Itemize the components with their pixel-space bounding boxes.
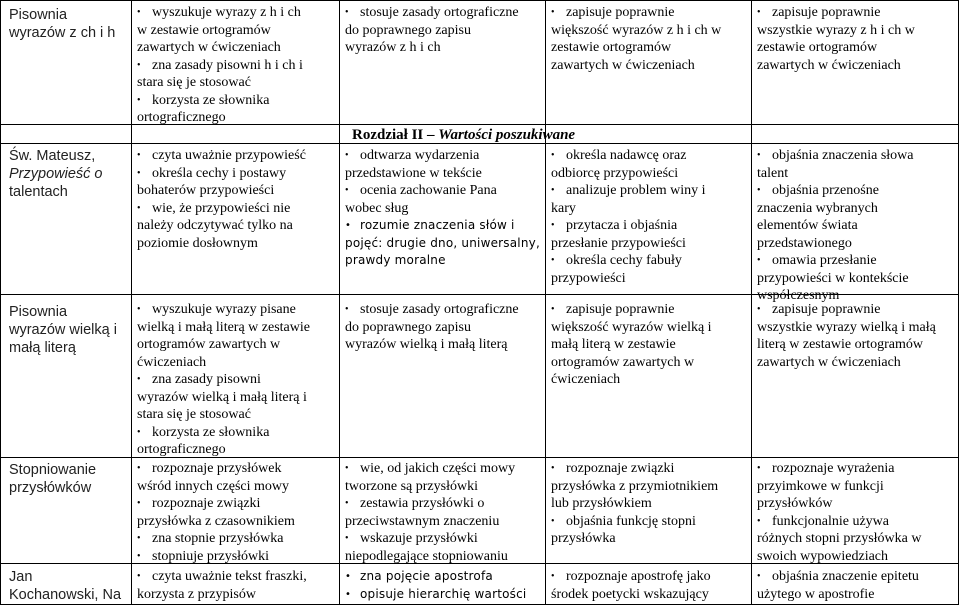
requirement-item	[137, 424, 337, 459]
requirement-list	[551, 568, 749, 603]
requirement-text-line: zawartych w ćwiczeniach	[757, 354, 901, 370]
requirement-text: wie, że przypowieści nie	[152, 200, 291, 216]
requirement-text-line: zawartych w ćwiczeniach	[757, 57, 901, 73]
requirement-text-line: przysłówka z przymiotnikiem	[551, 478, 719, 494]
requirement-item	[137, 4, 337, 57]
requirement-item	[345, 301, 543, 354]
bullet-icon: •	[757, 185, 761, 196]
requirement-item	[137, 57, 337, 92]
requirement-text-line: w zestawie ortogramów	[137, 22, 271, 38]
bullet-icon: •	[551, 571, 555, 582]
requirement-text: omawia przesłanie	[772, 253, 877, 268]
bullet-icon: •	[137, 202, 141, 214]
requirement-text-line: przedstawionego	[757, 235, 852, 251]
bullet-icon: •	[137, 426, 141, 438]
requirement-list	[137, 301, 337, 459]
requirement-cell	[757, 301, 955, 371]
bullet-icon: •	[137, 498, 141, 509]
requirement-cell	[345, 301, 543, 354]
requirement-text-line: większość wyrazów z h i ch w	[551, 22, 722, 38]
requirement-item	[345, 495, 543, 530]
requirement-text: przytacza i objaśnia	[566, 218, 678, 233]
requirement-text-line: wszystkie wyrazy z h i ch w	[757, 22, 915, 38]
bullet-icon: •	[137, 533, 141, 544]
requirement-text: zapisuje poprawnie	[772, 302, 881, 317]
requirement-cell	[345, 147, 543, 270]
requirement-text: rozumie znaczenia słów i	[360, 218, 515, 232]
bullet-icon: •	[551, 463, 555, 474]
requirement-text-line: zestawie ortogramów	[551, 40, 672, 55]
bullet-icon: •	[345, 588, 352, 600]
bullet-icon: •	[137, 571, 141, 582]
bullet-icon: •	[757, 150, 761, 161]
requirement-text-line: do poprawnego zapisu	[345, 319, 471, 335]
bullet-icon: •	[551, 515, 555, 527]
requirement-text-line: przypowieści	[551, 270, 626, 286]
requirement-list	[345, 4, 543, 57]
requirement-text-line: kary	[551, 200, 576, 216]
requirement-cell	[137, 568, 337, 603]
requirement-text-line: swoich wypowiedziach	[757, 548, 889, 564]
requirement-text: objaśnia funkcję stopni	[566, 513, 696, 529]
requirement-text-line: przyimkowe w funkcji	[757, 478, 884, 494]
bullet-icon: •	[345, 304, 349, 315]
requirement-text-line: ortogramów zawartych w	[551, 354, 695, 370]
requirement-text-line: bohaterów przypowieści	[137, 183, 275, 198]
requirement-list	[345, 568, 543, 603]
requirement-list	[551, 147, 749, 287]
requirement-text-line: ćwiczeniach	[137, 354, 207, 370]
requirement-item	[137, 495, 337, 530]
table-border-top	[0, 0, 959, 1]
requirement-text-line: pojęć: drugie dno, uniwersalny,	[345, 235, 540, 250]
requirement-list	[137, 147, 337, 252]
requirement-text: rozpoznaje apostrofę jako	[566, 569, 711, 584]
topic-cell	[9, 461, 129, 497]
bullet-icon: •	[137, 167, 141, 179]
requirement-text: zestawia przysłówki o	[360, 496, 485, 511]
requirement-cell	[757, 147, 955, 305]
requirement-list	[137, 4, 337, 127]
requirement-cell	[345, 4, 543, 57]
requirement-list	[757, 4, 955, 74]
requirement-item	[757, 301, 955, 371]
bullet-icon: •	[137, 463, 141, 474]
bullet-icon: •	[757, 463, 761, 474]
requirement-cell	[137, 147, 337, 252]
bullet-icon: •	[757, 7, 761, 18]
bullet-icon: •	[345, 185, 349, 196]
bullet-icon: •	[345, 533, 349, 544]
requirement-list	[757, 568, 955, 603]
requirement-text-line: znaczenia wybranych	[757, 200, 878, 216]
chapter-title: Wartości poszukiwane	[438, 127, 576, 143]
column-divider	[339, 0, 340, 605]
requirement-text-line: zawartych w ćwiczeniach	[551, 57, 695, 73]
requirement-text-line: poziomie dosłownym	[137, 235, 258, 251]
column-divider	[545, 0, 546, 605]
requirement-text: zapisuje poprawnie	[566, 5, 675, 20]
requirement-text: czyta uważnie przypowieść	[152, 148, 306, 163]
requirement-text-line: elementów świata	[757, 218, 858, 233]
requirement-text-line: należy odczytywać tylko na	[137, 218, 293, 233]
requirement-text-line: różnych stopni przysłówka w	[757, 531, 922, 546]
requirement-text-line: wszystkie wyrazy wielką i małą	[757, 319, 936, 335]
requirement-cell	[137, 4, 337, 127]
requirement-item	[757, 147, 955, 182]
requirement-text-line: wyrazów wielką i małą literą i	[137, 389, 307, 405]
requirement-text-line: tworzone są przysłówki	[345, 478, 478, 494]
requirement-cell	[551, 460, 749, 548]
requirement-text-line: literą w zestawie ortogramów	[757, 337, 923, 352]
topic-line: Św. Mateusz,	[9, 148, 96, 164]
requirement-text-line: małą literą w zestawie	[551, 337, 676, 352]
requirement-list	[345, 301, 543, 354]
requirement-text-line: wśród innych części mowy	[137, 478, 290, 494]
requirement-cell	[757, 4, 955, 74]
requirement-text-line: przypowieści w kontekście	[757, 270, 909, 286]
requirement-text-line: ortograficznego	[137, 442, 226, 457]
column-divider	[751, 0, 752, 605]
requirement-item	[345, 460, 543, 495]
requirement-text: objaśnia przenośne	[772, 183, 879, 198]
requirement-text-line: wyrazów z h i ch	[345, 40, 441, 55]
topic-line: Kochanowski, Na	[9, 587, 122, 603]
topic-line: talentach	[9, 184, 68, 200]
requirement-text: wyszukuje wyrazy z h i ch	[152, 5, 301, 20]
requirement-text: określa nadawcę oraz	[566, 148, 687, 163]
requirement-item	[551, 301, 749, 389]
requirement-cell	[345, 568, 543, 603]
requirement-text-line: odbiorcę przypowieści	[551, 165, 679, 181]
bullet-icon: •	[345, 571, 352, 582]
requirement-item	[137, 371, 337, 424]
bullet-icon: •	[551, 185, 555, 196]
requirement-text-line: ćwiczeniach	[551, 372, 621, 387]
requirement-cell	[137, 301, 337, 459]
requirement-text: rozpoznaje wyrażenia	[772, 461, 895, 476]
topic-line: przysłówków	[9, 480, 92, 496]
topic-line-italic: Przypowieść o	[9, 166, 103, 182]
bullet-icon: •	[137, 59, 141, 71]
requirement-list	[757, 460, 955, 565]
requirement-text-line: wobec sług	[345, 200, 409, 216]
requirement-text-line: współczesnym	[757, 288, 840, 303]
requirement-text: stosuje zasady ortograficzne	[360, 302, 519, 317]
requirement-item	[757, 568, 955, 603]
requirement-text: zapisuje poprawnie	[772, 5, 881, 20]
requirement-list	[137, 568, 337, 603]
requirement-list	[757, 147, 955, 305]
requirement-text: korzysta ze słownika	[152, 424, 270, 440]
requirement-text: zapisuje poprawnie	[566, 302, 675, 317]
requirement-text-line: przysłówka	[551, 531, 616, 546]
topic-cell	[9, 6, 129, 42]
requirement-item	[551, 4, 749, 74]
bullet-icon: •	[137, 7, 141, 18]
bullet-icon: •	[757, 515, 761, 527]
requirement-list	[137, 460, 337, 565]
requirement-text-line: większość wyrazów wielką i	[551, 319, 712, 335]
topic-line: wyrazów z ch i h	[9, 25, 116, 41]
requirement-cell	[551, 568, 749, 603]
requirement-text-line: środek poetycki wskazujący	[551, 586, 709, 602]
requirement-item	[345, 4, 543, 57]
requirement-text: zna zasady pisowni h i ch i	[152, 57, 303, 73]
requirement-text-line: zawartych w ćwiczeniach	[137, 40, 281, 55]
bullet-icon: •	[345, 7, 349, 18]
requirement-text-line: talent	[757, 165, 789, 181]
requirement-item	[345, 147, 543, 182]
requirement-list	[551, 460, 749, 548]
requirement-item	[137, 92, 337, 127]
topic-cell	[9, 568, 129, 604]
table-border-right	[958, 0, 959, 605]
requirement-text: funkcjonalnie używa	[772, 513, 890, 529]
requirement-text-line: niepodlegające stopniowaniu	[345, 548, 508, 564]
requirement-cell	[551, 301, 749, 389]
requirement-item	[137, 301, 337, 371]
chapter-heading	[352, 127, 575, 144]
requirement-text-line: przedstawione w tekście	[345, 165, 482, 181]
requirement-text: analizuje problem winy i	[566, 183, 706, 198]
requirement-item	[137, 460, 337, 495]
bullet-icon: •	[345, 150, 349, 161]
requirement-item	[345, 217, 543, 270]
requirement-text: określa cechy fabuły	[566, 253, 682, 268]
requirement-cell	[137, 460, 337, 565]
requirement-item	[551, 252, 749, 287]
requirement-item	[137, 147, 337, 165]
topic-line: Pisownia	[9, 7, 68, 23]
requirement-item	[137, 548, 337, 566]
requirement-item	[345, 568, 543, 586]
requirement-text-line: prawdy moralne	[345, 253, 446, 267]
requirement-text: określa cechy i postawy	[152, 165, 287, 181]
requirement-text: rozpoznaje związki	[152, 496, 261, 511]
column-divider	[131, 0, 132, 605]
requirement-text: odtwarza wydarzenia	[360, 148, 480, 163]
bullet-icon: •	[345, 463, 349, 474]
bullet-icon: •	[345, 220, 352, 231]
bullet-icon: •	[551, 220, 555, 231]
requirement-item	[757, 513, 955, 566]
requirement-list	[345, 147, 543, 270]
topic-line: Pisownia	[9, 304, 68, 320]
requirement-text-line: stara się je stosować	[137, 407, 251, 422]
requirement-item	[345, 182, 543, 217]
bullet-icon: •	[345, 498, 349, 509]
requirement-text: ocenia zachowanie Pana	[360, 183, 497, 198]
requirement-text-line: do poprawnego zapisu	[345, 22, 471, 38]
requirement-item	[137, 165, 337, 200]
bullet-icon: •	[757, 304, 761, 315]
requirement-text-line: przesłanie przypowieści	[551, 235, 686, 251]
requirement-text-line: przysłówka z czasownikiem	[137, 513, 295, 529]
requirement-item	[551, 513, 749, 548]
bullet-icon: •	[137, 150, 141, 161]
requirement-text-line: wielką i małą literą w zestawie	[137, 319, 310, 335]
requirement-text: objaśnia znaczenie epitetu	[772, 569, 919, 584]
requirement-text: wskazuje przysłówki	[360, 531, 478, 546]
requirement-item	[551, 182, 749, 217]
requirement-text: czyta uważnie tekst fraszki,	[152, 569, 307, 584]
requirement-text: rozpoznaje przysłówek	[152, 461, 282, 476]
topic-line: Jan	[9, 569, 33, 585]
requirement-item	[757, 460, 955, 513]
bullet-icon: •	[137, 94, 141, 106]
requirement-text: stosuje zasady ortograficzne	[360, 5, 519, 20]
requirement-item	[137, 200, 337, 253]
requirement-item	[757, 252, 955, 305]
topic-cell	[9, 303, 129, 357]
requirement-text: rozpoznaje związki	[566, 461, 675, 476]
requirement-text-line: przysłówków	[757, 496, 833, 511]
requirement-item	[551, 460, 749, 513]
requirement-text: wie, od jakich części mowy	[360, 461, 516, 476]
requirement-text-line: ortogramów zawartych w	[137, 337, 281, 352]
requirement-text-line: ortograficznego	[137, 110, 226, 125]
bullet-icon: •	[137, 374, 141, 385]
topic-cell	[9, 147, 129, 201]
requirement-text: wyszukuje wyrazy pisane	[152, 302, 296, 317]
requirement-text-line: korzysta z przypisów	[137, 586, 256, 602]
requirement-cell	[551, 147, 749, 287]
requirement-cell	[757, 460, 955, 565]
chapter-prefix: Rozdział II –	[352, 127, 439, 143]
topic-line: Stopniowanie	[9, 462, 97, 478]
requirement-text-line: użytego w apostrofie	[757, 586, 875, 602]
requirement-list	[345, 460, 543, 565]
requirement-text: zna pojęcie apostrofa	[360, 569, 493, 583]
requirement-item	[137, 530, 337, 548]
requirement-item	[757, 4, 955, 74]
bullet-icon: •	[551, 304, 555, 315]
bullet-icon: •	[137, 304, 141, 315]
requirement-text: korzysta ze słownika	[152, 92, 270, 108]
requirement-list	[551, 301, 749, 389]
bullet-icon: •	[757, 255, 761, 266]
bullet-icon: •	[551, 255, 555, 266]
requirement-list	[757, 301, 955, 371]
requirement-text: objaśnia znaczenia słowa	[772, 148, 914, 163]
requirement-item	[345, 530, 543, 565]
requirement-text-line: stara się je stosować	[137, 75, 251, 90]
topic-line: małą literą	[9, 340, 76, 356]
requirement-item	[551, 147, 749, 182]
requirement-item	[345, 586, 543, 604]
requirement-list	[551, 4, 749, 74]
requirement-item	[137, 568, 337, 603]
requirement-text: stopniuje przysłówki	[152, 548, 270, 564]
requirement-cell	[345, 460, 543, 565]
requirement-text-line: wyrazów wielką i małą literą	[345, 337, 508, 352]
requirement-item	[551, 217, 749, 252]
requirement-text-line: zestawie ortogramów	[757, 40, 878, 55]
requirement-text: zna zasady pisowni	[152, 372, 261, 387]
bullet-icon: •	[757, 571, 761, 582]
bullet-icon: •	[137, 550, 141, 562]
requirement-cell	[757, 568, 955, 603]
requirement-text: zna stopnie przysłówka	[152, 531, 284, 546]
requirement-cell	[551, 4, 749, 74]
requirement-text: opisuje hierarchię wartości	[360, 586, 527, 601]
topic-line: wyrazów wielką i	[9, 322, 117, 338]
requirement-text-line: przeciwstawnym znaczeniu	[345, 513, 500, 529]
requirement-text-line: lub przysłówkiem	[551, 496, 652, 511]
bullet-icon: •	[551, 150, 555, 161]
requirement-item	[551, 568, 749, 603]
requirement-item	[757, 182, 955, 252]
table-border-left	[0, 0, 1, 605]
bullet-icon: •	[551, 7, 555, 18]
